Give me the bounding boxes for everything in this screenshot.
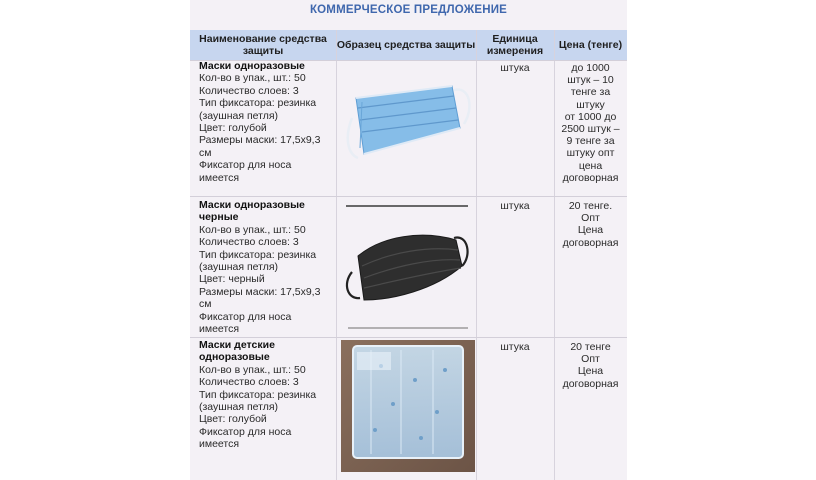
price-line: Опт — [581, 212, 600, 225]
spec-line: Цвет: голубой — [199, 122, 267, 135]
price-line: договорная — [562, 236, 619, 249]
child-mask-pack-image — [341, 340, 475, 472]
price-line: 9 тенге за — [566, 135, 615, 148]
header-sample: Образец средства защиты — [336, 39, 476, 51]
spec-line: Фиксатор для носа — [199, 310, 292, 323]
black-mask-image — [342, 200, 474, 334]
price-line: штук – 10 — [567, 74, 614, 87]
price-cell — [554, 341, 627, 390]
spec-line: Количество слоев: 3 — [199, 376, 299, 389]
spec-line: Цвет: черный — [199, 273, 265, 286]
mask-icon — [347, 235, 468, 300]
spec-line: Размеры маски: 17,5х9,3 — [199, 285, 321, 298]
spec-line: Фиксатор для носа — [199, 159, 292, 172]
spec-line: Размеры маски: 17,5х9,3 — [199, 134, 321, 147]
product-name: Маски детские одноразовые — [199, 339, 275, 364]
price-cell — [554, 62, 627, 184]
header-name: Наименование средства защиты — [199, 33, 327, 57]
table-row-1-description — [199, 60, 335, 184]
product-name: Маски одноразовые — [199, 60, 305, 72]
column-divider — [336, 30, 337, 480]
spec-line: Количество слоев: 3 — [199, 236, 299, 249]
spec-line: см — [199, 298, 212, 311]
price-line: цена — [578, 159, 603, 172]
price-line: от 1000 до — [564, 110, 617, 123]
table-row-3-description — [199, 339, 335, 451]
spec-line: Кол-во в упак., шт.: 50 — [199, 223, 306, 236]
spec-line: Цвет: голубой — [199, 413, 267, 426]
mask-icon — [348, 86, 470, 158]
spec-line: Фиксатор для носа — [199, 425, 292, 438]
spec-line: имеется — [199, 438, 240, 451]
spec-line: (заушная петля) — [199, 261, 279, 274]
spec-line: (заушная петля) — [199, 109, 279, 122]
spec-line: Количество слоев: 3 — [199, 84, 299, 97]
spec-line: имеется — [199, 323, 240, 336]
price-cell — [554, 200, 627, 249]
unit-cell: штука — [500, 200, 530, 212]
spec-line: имеется — [199, 171, 240, 184]
header-unit: Единица измерения — [486, 33, 544, 57]
price-line: договорная — [562, 377, 619, 390]
spec-line: Тип фиксатора: резинка — [199, 248, 317, 261]
package-icon — [353, 346, 463, 458]
unit-cell: штука — [500, 341, 530, 353]
header-price: Цена (тенге) — [558, 39, 623, 51]
spec-line: Тип фиксатора: резинка — [199, 97, 317, 110]
price-line: штуку опт — [566, 147, 615, 160]
spec-line: (заушная петля) — [199, 401, 279, 414]
price-line: Опт — [581, 353, 600, 366]
spec-line: Тип фиксатора: резинка — [199, 388, 317, 401]
price-line: 2500 штук – — [561, 123, 620, 136]
document-title: КОММЕРЧЕСКОЕ ПРЕДЛОЖЕНИЕ — [309, 4, 508, 16]
spec-line: см — [199, 146, 212, 159]
price-line: Цена — [577, 224, 604, 237]
price-line: договорная — [562, 171, 619, 184]
blue-mask-image — [342, 68, 474, 168]
unit-cell: штука — [500, 62, 530, 74]
column-divider — [476, 30, 477, 480]
row-divider — [190, 337, 627, 338]
product-name: Маски одноразовые черные — [199, 199, 305, 224]
price-line: 20 тенге. — [568, 200, 613, 212]
document-sheet — [190, 0, 627, 480]
price-line: до 1000 — [571, 62, 610, 74]
price-line: 20 тенге — [570, 341, 611, 353]
spec-line: Кол-во в упак., шт.: 50 — [199, 72, 306, 85]
row-divider — [190, 196, 627, 197]
table-row-2-description — [199, 199, 335, 335]
price-line: Цена — [577, 365, 604, 378]
price-line: штуку — [576, 98, 605, 111]
spec-line: Кол-во в упак., шт.: 50 — [199, 363, 306, 376]
price-line: тенге за — [570, 86, 611, 99]
